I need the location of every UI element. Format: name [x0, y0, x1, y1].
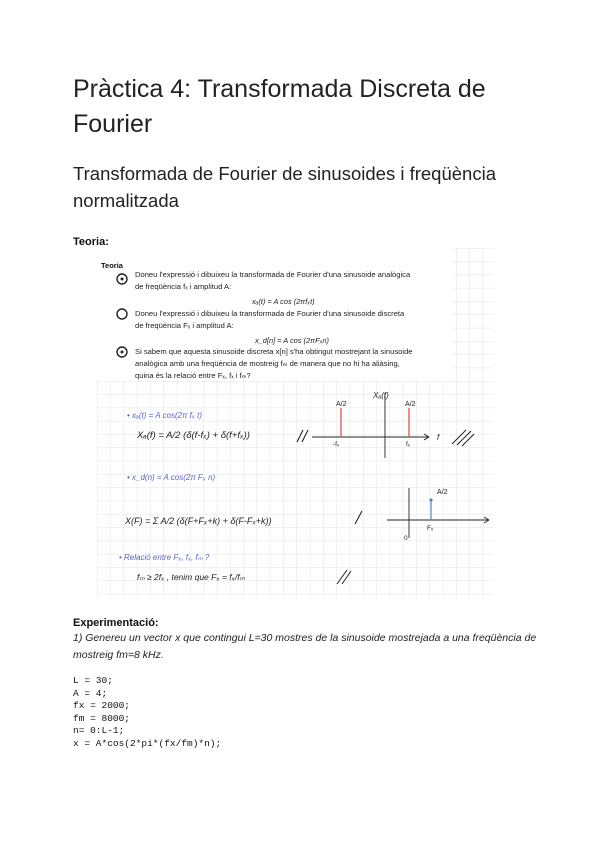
theory-label: Teoria: — [73, 236, 109, 248]
code-line: x = A*cos(2*pi*(fx/fm)*n); — [73, 737, 222, 749]
code-line: fm = 8000; — [73, 712, 131, 724]
notes-image — [97, 248, 494, 598]
q1-line2: de freqüència fₓ i amplitud A: — [135, 282, 232, 291]
q3-line2: analògica amb una freqüència de mostreig fₘ de manera que no hi ha aliàsing, — [135, 359, 400, 368]
q2-line2: de freqüència Fₓ i amplitud A: — [135, 321, 234, 330]
svg-text:Fₓ: Fₓ — [427, 525, 434, 532]
svg-text:0: 0 — [404, 535, 408, 542]
handwritten-line-6: fₘ ≥ 2fₓ , tenim que Fₓ = fₓ/fₘ — [137, 572, 245, 582]
code-line: L = 30; — [73, 675, 113, 686]
q3-line1: Si sabem que aquesta sinusoide discreta x[n] s'ha obtingut mostrejant la sinusoide — [135, 347, 413, 356]
code-line: A = 4; — [73, 687, 108, 699]
svg-text:A/2: A/2 — [336, 401, 347, 408]
handwritten-line-2: Xₐ(f) = A/2 (δ(f-fₓ) + δ(f+fₓ)) — [137, 430, 250, 441]
code-block — [73, 675, 221, 751]
q3-line3: quina és la relació entre Fₓ, fₓ i fₘ? — [135, 371, 251, 380]
code-line: n= 0:L-1; — [73, 725, 125, 737]
q2-line1: Doneu l'expressió i dibuixeu la transformada de Fourier d'una sinusoide discreta — [135, 309, 405, 318]
handwritten-line-1: • xₐ(t) = A cos(2π fₓ t) — [127, 411, 203, 420]
q1-line1: Doneu l'expressió i dibuixeu la transformada de Fourier d'una sinusoide analògica — [135, 270, 411, 279]
page-title: Pràctica 4: Transformada Discreta de Fourier — [73, 75, 486, 138]
experiment-label: Experimentació: — [73, 617, 159, 629]
q2-formula: x_d[n] = A cos (2πFₓn) — [255, 336, 329, 345]
figure-header: Teoria — [101, 261, 123, 270]
q1-formula: xₐ(t) = A cos (2πfₓt) — [252, 297, 315, 306]
code-line: fx = 2000; — [73, 700, 131, 712]
svg-text:A/2: A/2 — [405, 401, 416, 408]
experiment-instructions: 1) Genereu un vector x que contingui L=30 mostres de la sinusoide mostrejada a una freqüència de mostreig fm=8 kHz. — [73, 632, 537, 661]
svg-text:A/2: A/2 — [437, 489, 448, 496]
handwritten-line-3: • x_d(n) = A cos(2π Fₓ n) — [127, 473, 216, 482]
section-heading: Transformada de Fourier de sinusoides i freqüència normalitzada — [73, 163, 496, 211]
handwritten-line-5: • Relació entre Fₓ, fₓ, fₘ ? — [119, 553, 210, 562]
handwritten-line-4: X(F) = Σ A/2 (δ(F+Fₓ+k) + δ(F-Fₓ+k)) — [125, 516, 272, 526]
theory-figure — [97, 248, 494, 598]
svg-text:f: f — [437, 433, 440, 442]
svg-text:-fₓ: -fₓ — [333, 441, 340, 448]
svg-text:fₓ: fₓ — [406, 441, 410, 448]
svg-text:Xₐ(f): Xₐ(f) — [373, 391, 389, 400]
